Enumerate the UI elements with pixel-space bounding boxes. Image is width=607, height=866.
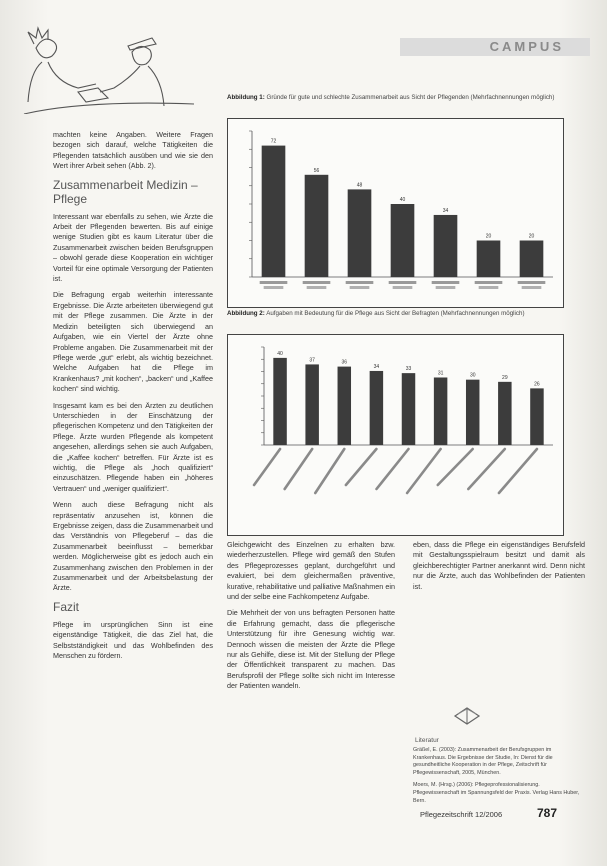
figure1-caption-label: Abbildung 1: <box>227 94 265 101</box>
journal-footer: Pflegezeitschrift 12/2006 <box>420 810 503 819</box>
chart2-bar <box>530 388 543 445</box>
chart2-bar <box>338 367 351 445</box>
chart1-bar <box>434 215 458 277</box>
chart2-data-label: 30 <box>469 372 476 379</box>
chart2-category-label-smudge <box>499 449 537 493</box>
chart1-category-label-smudge <box>264 286 284 289</box>
left-paragraph: Wenn auch diese Befragung nicht als repräsentativ anzusehen ist, können die Ergebnisse zeigen, dass die Zusammenarbeit und das Verständnis von Pflegeberuf – das die Zusammenarbeit beeinflusst – bemerkbar werden. Möglicherweise gibt es jedoch auch ein Zusammenhang zwischen den Problemen in der Zusammenarbeit und der Arbeitsbelastung der Ärzte. <box>53 500 213 593</box>
literature-title: Literatur <box>415 737 439 744</box>
chart1-bar <box>305 175 329 277</box>
chart1-category-label-smudge <box>303 281 331 284</box>
section-heading: Fazit <box>53 599 80 614</box>
literature-ref: Gräßel, E. (2003): Zusammenarbeit der Berufsgruppen im Krankenhaus. Die Ergebnisse der Studie, In: Dienst für die gesundheitliche Kooperation in der Pflege, Zeitschrift für Pflegewissenschaft, 2005, München. <box>413 747 553 776</box>
chart2-data-label: 36 <box>341 359 348 366</box>
section-label: CAMPUS <box>489 39 564 54</box>
chart1-category-label-smudge <box>436 286 456 289</box>
chart1-data-label: 48 <box>356 182 363 189</box>
chart2-data-label: 33 <box>405 366 412 373</box>
chart2-data-label: 40 <box>277 350 283 357</box>
chart1 <box>227 118 564 308</box>
chart1-category-label-smudge <box>393 286 413 289</box>
chart1-data-label: 72 <box>270 138 277 145</box>
chart2-data-label: 34 <box>373 363 380 370</box>
left-paragraph: Die Befragung ergab weiterhin interessante Ergebnisse. Die Ärzte arbeiteten überwiegend gut mit der Pflege zusammen. Die Ärzte in der Medizin beteiligten sich überwiegend an Aufgaben, wie ein Viertel der Ärzte ohne Probleme angaben. Die Zusammenarbeit mit der Pflege werde „gut“ erlebt, als wichtig bezeichnet. Welche Aufgaben hat die Pflege im Krankenhaus? „mit kochen“, „backen“ und „Kaffee kochen“ sind wichtig. <box>53 290 213 394</box>
chart1-category-label-smudge <box>432 281 460 284</box>
chart1-bar <box>348 189 372 277</box>
chart2-category-label-smudge <box>346 449 377 485</box>
figure1-caption-text: Gründe für gute und schlechte Zusammenarbeit aus Sicht der Pflegenden (Mehrfachnennungen möglich) <box>266 94 555 101</box>
figure2-caption-text: Aufgaben mit Bedeutung für die Pflege aus Sicht der Befragten (Mehrfachnennungen möglich) <box>266 310 525 317</box>
figure1-caption <box>227 94 572 102</box>
chart2-category-label-smudge <box>254 449 280 485</box>
chart2-category-label-smudge <box>285 449 313 489</box>
chart1-bar <box>520 241 544 278</box>
chart1-data-label: 56 <box>313 167 320 174</box>
chart2-bar <box>466 380 479 445</box>
figure2-caption-label: Abbildung 2: <box>227 310 265 317</box>
chart1-category-label-smudge <box>350 286 370 289</box>
chart1-category-label-smudge <box>346 281 374 284</box>
chart2 <box>227 334 564 536</box>
chart2-bar <box>434 377 447 445</box>
chart1-data-label: 20 <box>485 233 492 240</box>
right-paragraph: eben, dass die Pflege ein eigenständiges Berufsfeld mit Gestaltungsspielraum besitzt und damit als gleichberechtigter Partner anerkannt wird. Denn nicht nur die Ärzte, auch das Wohlbefinden der Patienten ist. <box>413 540 585 591</box>
chart2-category-label-smudge <box>468 449 505 489</box>
literature-list <box>413 747 585 810</box>
chart2-bar <box>402 373 415 445</box>
illustration-sketch <box>14 18 204 114</box>
left-paragraph: Pflege im ursprünglichen Sinn ist eine eigenständige Tätigkeit, die das Ziel hat, die Selbstständigkeit und das Wohlbefinden des Menschen zu fördern. <box>53 619 213 661</box>
chart2-category-label-smudge <box>377 449 409 489</box>
chart2-category-label-smudge <box>438 449 473 485</box>
chart2-data-label: 29 <box>502 374 508 381</box>
left-column <box>53 130 213 667</box>
literature-ref: Moers, M. (Hrsg.) (2006): Pflegeprofessionalisierung. Pflegewissenschaft im Spannungsfeld der Praxis. Verlag Hans Huber, Bern. <box>413 782 580 804</box>
book-icon <box>452 694 482 730</box>
chart1-category-label-smudge <box>522 286 542 289</box>
section-heading: Zusammenarbeit Medizin – Pflege <box>53 177 198 206</box>
middle-paragraph: Die Mehrheit der von uns befragten Personen hatte die Erfahrung gemacht, dass die pflegerische Unterstützung für ihre Genesung wichtig war. Dennoch wissen die meisten der Ärzte die Pflege nur als Gehilfe, diese ist. Mit der Stellung der Pflege der Öffentlichkeit transparent zu machen. Das Berufsprofil der Pflege sollte sich nicht im Interesse der Patienten wandeln. <box>227 608 395 691</box>
chart1-bar <box>477 241 501 278</box>
left-paragraph: Insgesamt kam es bei den Ärzten zu deutlichen Unterschieden in der Einschätzung der pflegerischen Kompetenz und den Tätigkeiten der Pflege. Ärzte wurden Pflegende als kompetent angesehen, allerdings sehen sie auch Aufgaben, die „Kaffee kochen“ betreffen. Für Ärzte ist es wichtig, die Pflege als „hoch qualifiziert“ einzuschätzen. Pflegende haben ein „höheres Vertrauen“ und „weniger qualifiziert“. <box>53 400 213 493</box>
middle-column <box>227 540 395 698</box>
chart2-bar <box>370 371 383 445</box>
chart2-data-label: 26 <box>534 381 540 388</box>
chart1-data-label: 34 <box>442 207 449 214</box>
chart2-bar <box>498 382 511 445</box>
chart2-svg <box>228 335 563 535</box>
chart1-svg <box>228 119 563 307</box>
chart1-category-label-smudge <box>475 281 503 284</box>
chart1-category-label-smudge <box>389 281 417 284</box>
chart2-data-label: 31 <box>437 370 444 377</box>
left-paragraph: machten keine Angaben. Weitere Fragen bezogen sich darauf, welche Tätigkeiten die Pflegenden tatsächlich ausüben und wie sie den Wert ihrer Arbeit sehen (Abb. 2). <box>53 130 213 171</box>
chart1-data-label: 40 <box>399 197 406 203</box>
middle-paragraph: Gleichgewicht des Einzelnen zu erhalten bzw. wiederherzustellen. Pflege wird gemäß den Stufen des Pflegeprozesses geplant, durchgeführt und evaluiert, bei dem gleichermaßen präventive, kurative, rehabilitative und palliative Maßnahmen ein und der selbe eine Fachkompetenz Aufgabe. <box>227 540 395 602</box>
figure2-caption <box>227 310 572 318</box>
chart2-data-label: 37 <box>309 357 315 364</box>
chart1-category-label-smudge <box>518 281 546 284</box>
chart2-bar <box>273 358 286 445</box>
chart1-data-label: 20 <box>528 233 535 240</box>
campus-banner <box>400 38 590 56</box>
chart2-bar <box>305 364 318 445</box>
chart2-category-label-smudge <box>315 449 344 493</box>
right-column <box>413 540 585 598</box>
chart1-bar <box>262 146 286 277</box>
chart1-bar <box>391 204 415 277</box>
left-paragraph: Interessant war ebenfalls zu sehen, wie Ärzte die Arbeit der Pflegenden bewerten. Bis auf einige wenige Studien gibt es kaum Literatur über die Zusammenarbeit zwischen beiden Berufsgruppen – obwohl gerade diese Kooperation ein wichtiger Vorteil für eine optimale Versorgung der Patienten ist. <box>53 211 213 284</box>
chart1-category-label-smudge <box>260 281 288 284</box>
chart1-category-label-smudge <box>479 286 499 289</box>
page-number: 787 <box>537 806 558 820</box>
chart1-category-label-smudge <box>307 286 327 289</box>
chart2-category-label-smudge <box>407 449 441 493</box>
